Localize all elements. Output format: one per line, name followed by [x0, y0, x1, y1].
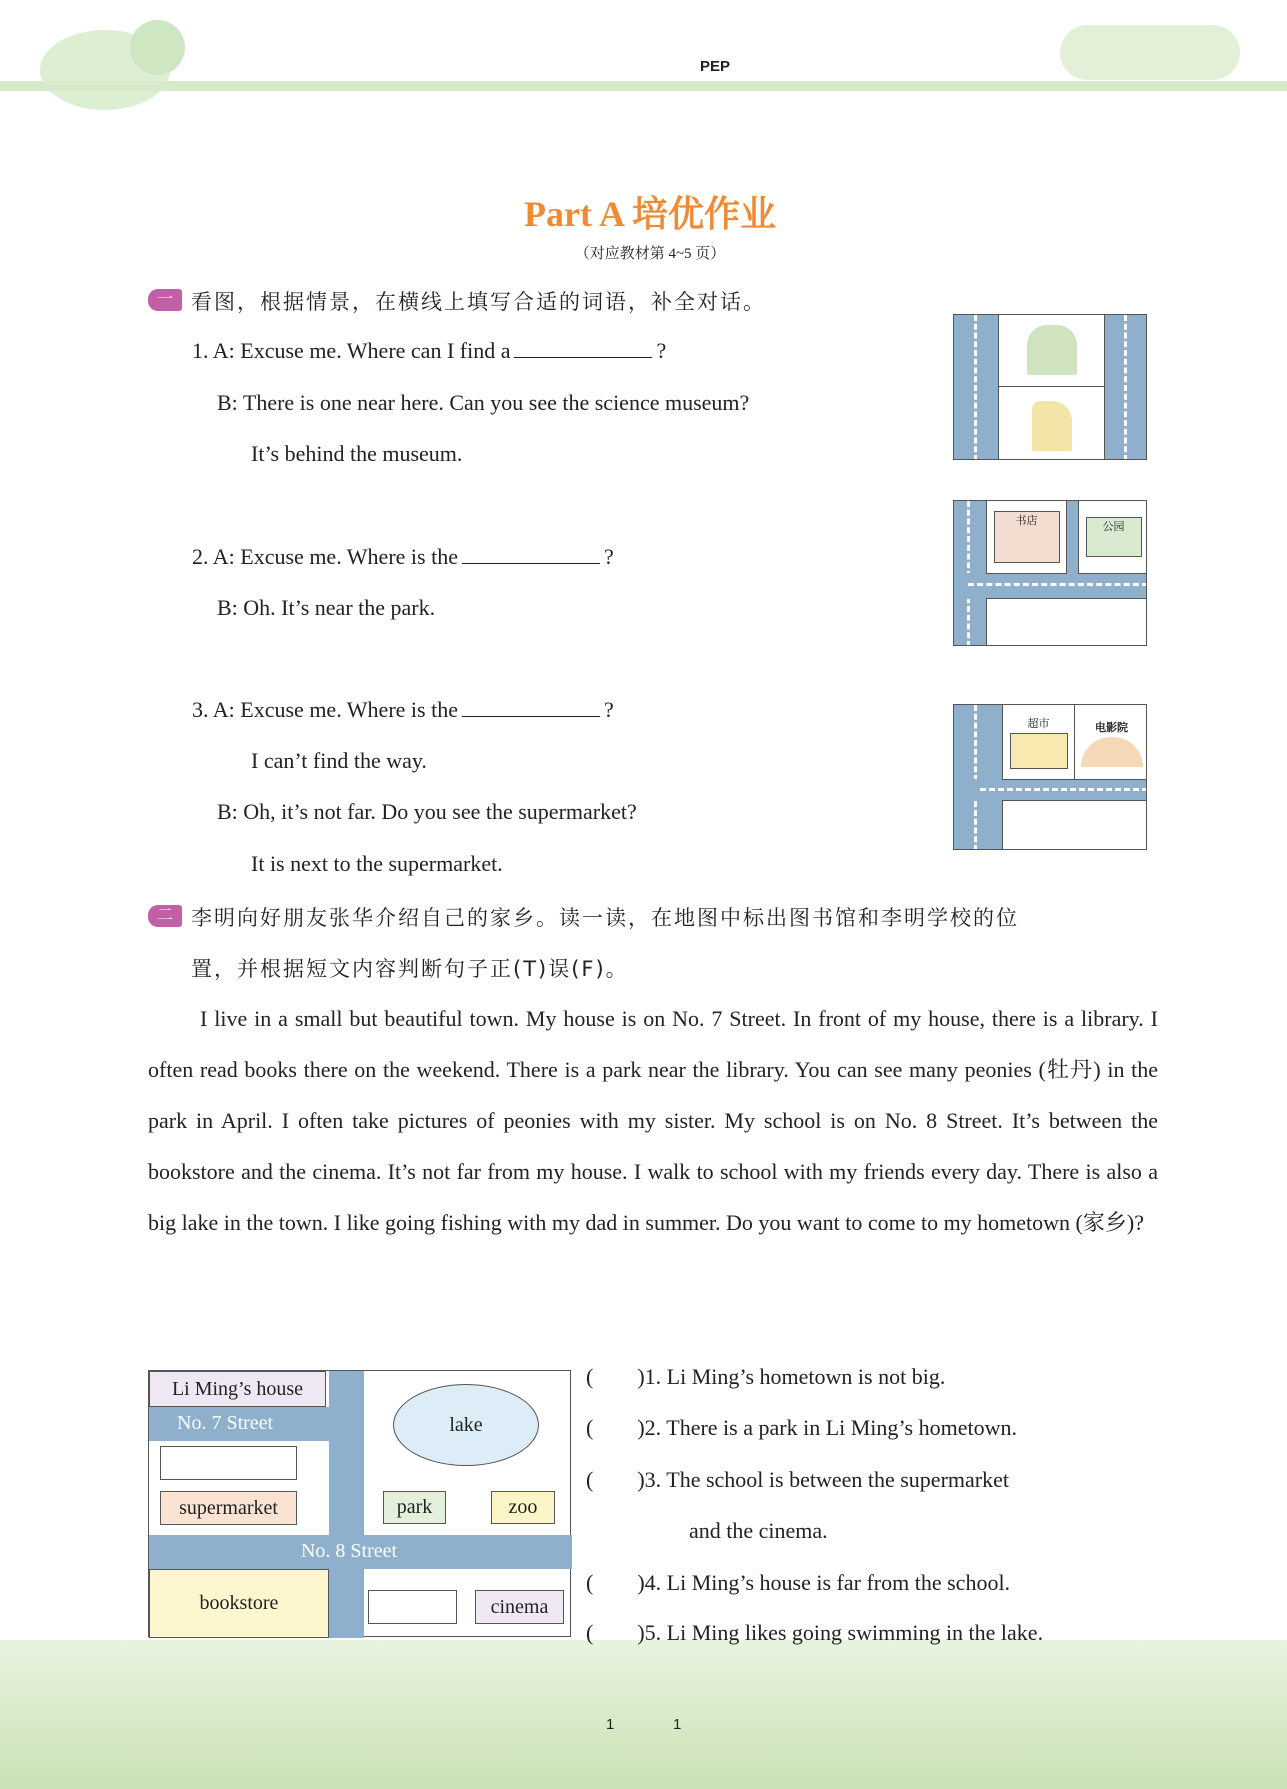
section1-instruction: 看图，根据情景，在横线上填写合适的词语，补全对话。 [191, 290, 766, 314]
section2-instruction-1: 李明向好朋友张华介绍自己的家乡。读一读，在地图中标出图书馆和李明学校的位 [191, 906, 1019, 930]
statement-2: ( )2. There is a park in Li Ming’s hometown. [586, 1415, 1017, 1440]
q1-line-c: It’s behind the museum. [251, 441, 463, 466]
picture-1-museum-street [953, 314, 1147, 460]
supermarket-box: supermarket [160, 1491, 297, 1525]
footer-hills-decoration [0, 1640, 1287, 1789]
q3-line-a: 3. A: Excuse me. Where is the ? [192, 697, 614, 722]
vertical-road [329, 1371, 364, 1638]
science-museum-icon [998, 386, 1105, 460]
section-badge-2: 二 [148, 905, 182, 927]
supermarket-icon: 超市 [1002, 704, 1075, 780]
park-icon: 公园 [1078, 500, 1147, 574]
q3-line-b: I can’t find the way. [251, 748, 427, 773]
page-subtitle: （对应教材第 4~5 页） [574, 246, 726, 262]
page-title: Part A 培优作业 [524, 194, 776, 234]
bookstore-icon: 书店 [986, 500, 1067, 574]
answer-paren[interactable]: ( ) [586, 1467, 645, 1492]
answer-paren[interactable]: ( ) [586, 1620, 645, 1645]
no8-street-label: No. 8 Street [300, 1540, 398, 1562]
answer-paren[interactable]: ( ) [586, 1570, 645, 1595]
park-box: park [383, 1491, 446, 1524]
page-number-left: 1 [606, 1716, 615, 1733]
town-map [148, 1370, 571, 1637]
building-icon [998, 314, 1105, 387]
statement-4: ( )4. Li Ming’s house is far from the school. [586, 1570, 1011, 1595]
statement-5: ( )5. Li Ming likes going swimming in the lake. [586, 1620, 1044, 1645]
header-animals-decoration [1060, 25, 1240, 80]
statement-3: ( )3. The school is between the supermarket [586, 1467, 1009, 1492]
page-number-right: 1 [673, 1716, 682, 1733]
statement-1: ( )1. Li Ming’s hometown is not big. [586, 1364, 946, 1389]
q1-line-a: 1. A: Excuse me. Where can I find a ? [192, 338, 667, 363]
q3-line-d: It is next to the supermarket. [251, 851, 503, 876]
answer-paren[interactable]: ( ) [586, 1415, 645, 1440]
q2-line-b: B: Oh. It’s near the park. [217, 595, 436, 620]
answer-paren[interactable]: ( ) [586, 1364, 645, 1389]
cinema-box: cinema [475, 1590, 564, 1624]
picture-3-supermarket-cinema [953, 704, 1147, 850]
q2-line-a: 2. A: Excuse me. Where is the ? [192, 544, 614, 569]
section-badge-1: 一 [148, 289, 182, 311]
statement-3-continued: and the cinema. [689, 1518, 828, 1543]
answer-blank-1[interactable] [514, 357, 652, 358]
q1-line-b: B: There is one near here. Can you see the science museum? [217, 390, 750, 415]
header-label: PEP [700, 58, 731, 75]
answer-blank-3[interactable] [462, 716, 600, 717]
lake-ellipse: lake [393, 1384, 539, 1466]
blank-map-slot-1[interactable] [160, 1446, 297, 1480]
picture-2-bookstore-park [953, 500, 1147, 646]
q3-line-c: B: Oh, it’s not far. Do you see the supermarket? [217, 799, 637, 824]
answer-blank-2[interactable] [462, 563, 600, 564]
blank-map-slot-2[interactable] [368, 1590, 457, 1624]
zoo-box: zoo [491, 1491, 555, 1524]
section2-instruction-2: 置，并根据短文内容判断句子正(T)误(F)。 [191, 957, 629, 981]
reading-passage: I live in a small but beautiful town. My house is on No. 7 Street. In front of my house, there is a library. I often read books there on the weekend. There is a park near the library. You can see many peonies (牡丹) in the park in April. I often take pictures of peonies with my sister. My school is on No. 8 Street. It’s between the bookstore and the cinema. It’s not far from my house. I walk to school with my friends every day. There is also a big lake in the town. I like going fishing with my dad in summer. Do you want to come to my hometown (家乡)? [148, 1006, 1158, 1235]
li-ming-house: Li Ming’s house [149, 1371, 326, 1407]
no7-street-label: No. 7 Street [177, 1412, 274, 1434]
bookstore-box: bookstore [149, 1569, 329, 1638]
header-decoration-sun [130, 20, 185, 75]
header-rule [0, 81, 1287, 91]
cinema-icon: 电影院 [1074, 704, 1147, 780]
